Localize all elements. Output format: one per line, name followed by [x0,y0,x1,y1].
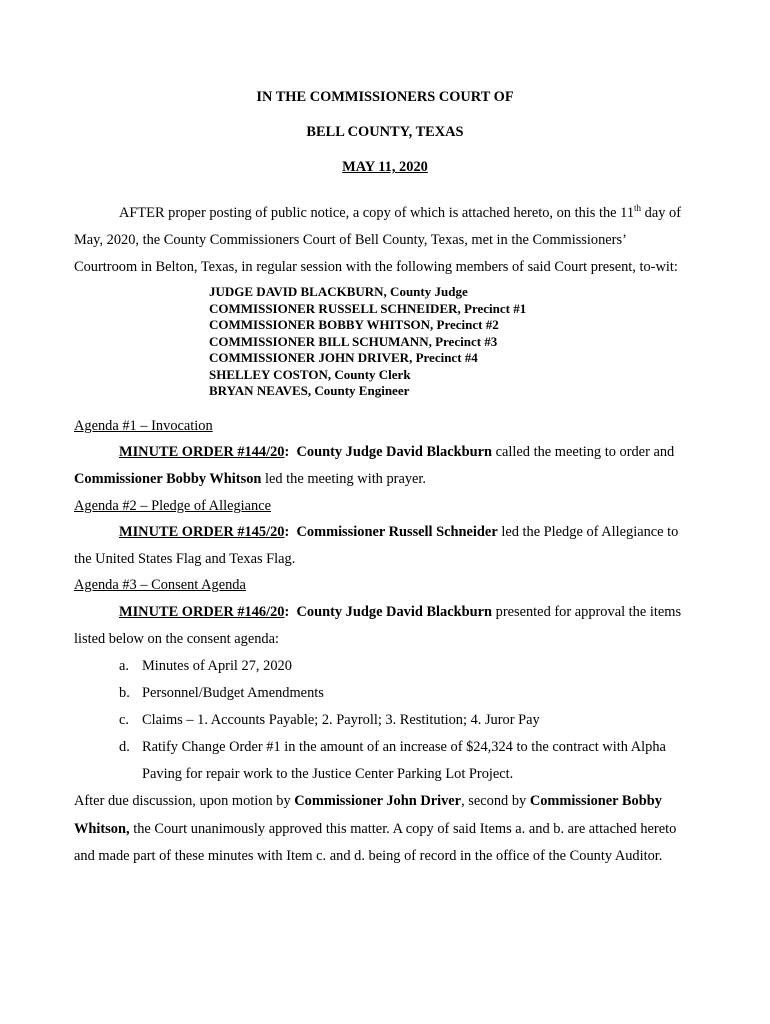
county-title: BELL COUNTY, TEXAS [306,124,464,140]
minute-order-144: MINUTE ORDER #144/20: County Judge David Blackburn called the meeting to order and [119,444,675,460]
closing-line-3: and made part of these minutes with Item c. and d. being of record in the office of the County Auditor. [74,848,663,864]
minute-order-146-cont: listed below on the consent agenda: [74,631,280,647]
member-item: COMMISSIONER JOHN DRIVER, Precinct #4 [209,350,478,365]
member-item: COMMISSIONER BOBBY WHITSON, Precinct #2 [209,317,499,332]
court-title: IN THE COMMISSIONERS COURT OF [256,89,514,105]
document-page: IN THE COMMISSIONERS COURT OF BELL COUNTY, TEXAS MAY 11, 2020 AFTER proper posting of public notice, a copy of which is attached hereto, on this the 11th day of May, 2020, the County Commissioners Court of Bell County, Texas, met in the Commissioners’ Courtroom in Belton, Texas, in regular session with the following members of said Court present, to-wit: JUDGE DAVID BLACKBURN, County Judge COMMISSIONER RUSSELL SCHNEIDER, Precinct #1 COMMISSIONER BOBBY WHITSON, Precinct #2 COMMISSIONER BILL SCHUMANN, Precinct #3 COMMISSIONER JOHN DRIVER, Precinct #4 SHELLEY COSTON, County Clerk BRYAN NEAVES, County Engineer Agenda #1 – Invocation MINUTE ORDER #144/20: County Judge David Blackburn called the meeting to order and Commissioner Bobby Whitson led the meeting with prayer. Agenda #2 – Pledge of Allegiance MINUTE ORDER #145/20: Commissioner Russell Schneider led the Pledge of Allegiance to the United States Flag and Texas Flag. Agenda #3 – Consent Agenda MINUTE ORDER #146/20: County Judge David Blackburn presented for approval the items listed below on the consent agenda: a. Minutes of April 27, 2020 b. Personnel/Budget Amendments c. Claims – 1. Accounts Payable; 2. Payroll; 3. Restitution; 4. Juror Pay d. Ratify Change Order #1 in the amount of an increase of $24,324 to the contract with Alpha Paving for repair work to the Justice Center Parking Lot Project. After due discussion, upon motion by Commissioner John Driver, second by Commissioner Bobby Whitson, the Court unanimously approved this matter. A copy of said Items a. and b. are attached hereto and made part of these minutes with Item c. and d. being of record in the office of the County Auditor. [0,0,770,1024]
member-item: COMMISSIONER RUSSELL SCHNEIDER, Precinct #1 [209,300,527,316]
minute-order-145: MINUTE ORDER #145/20: Commissioner Russell Schneider led the Pledge of Allegiance to [119,524,679,540]
intro-line-2: May, 2020, the County Commissioners Court of Bell County, Texas, met in the Commissioners’ [74,232,627,248]
agenda-3-heading: Agenda #3 – Consent Agenda [74,577,246,593]
minute-order-145-cont: the United States Flag and Texas Flag. [74,551,296,567]
minute-order-146: MINUTE ORDER #146/20: County Judge David Blackburn presented for approval the items [119,604,682,620]
list-item-d-cont: Paving for repair work to the Justice Center Parking Lot Project. [142,766,514,782]
closing-line-2: Whitson, the Court unanimously approved this matter. A copy of said Items a. and b. are attached hereto [74,821,677,837]
member-item: SHELLEY COSTON, County Clerk [209,366,411,382]
closing-line-1: After due discussion, upon motion by Commissioner John Driver, second by Commissioner Bobby [74,793,662,809]
member-item: COMMISSIONER BILL SCHUMANN, Precinct #3 [209,333,498,349]
agenda-1-heading: Agenda #1 – Invocation [74,418,213,434]
agenda-2-heading: Agenda #2 – Pledge of Allegiance [74,498,272,514]
minute-order-144-cont: Commissioner Bobby Whitson led the meeting with prayer. [74,471,427,487]
member-item: BRYAN NEAVES, County Engineer [209,383,410,398]
member-item: JUDGE DAVID BLACKBURN, County Judge [209,284,468,299]
meeting-date: MAY 11, 2020 [342,159,428,175]
intro-line-1: AFTER proper posting of public notice, a copy of which is attached hereto, on this the 11th day of [119,203,681,221]
intro-line-3: Courtroom in Belton, Texas, in regular session with the following members of said Court present, to-wit: [74,259,678,275]
members-list [209,284,526,400]
